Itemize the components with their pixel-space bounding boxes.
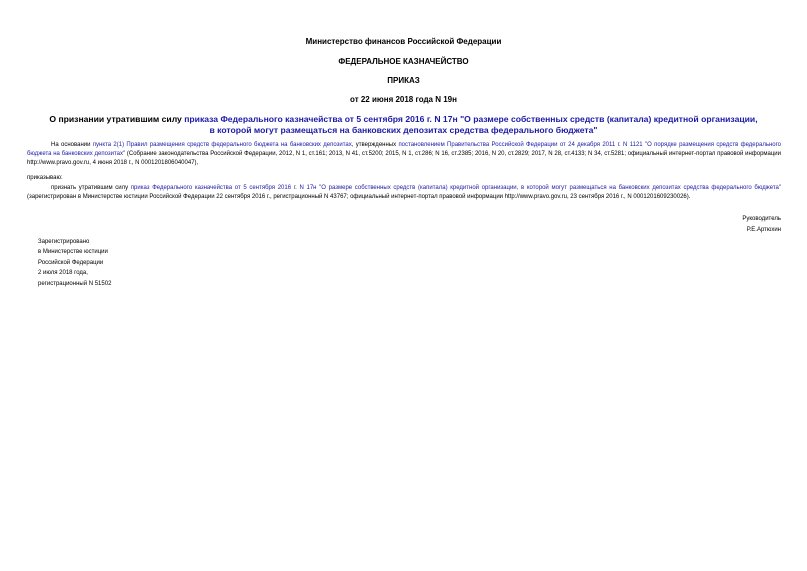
doc-type-heading: ПРИКАЗ xyxy=(387,76,420,85)
p2-link-order[interactable]: приказ Федерального казначейства от 5 сентября 2016 г. N 17н "О размере собственных средств (капитала) кредитной организации, в которой могут размещаться на банковских депозитах средства федерального бюджета" xyxy=(130,185,781,191)
registration-block xyxy=(38,237,111,289)
title-link-line1[interactable]: приказа Федерального казначейства от 5 сентября 2016 г. N 17н "О размере собственных средств (капитала) кредитной организации, xyxy=(184,114,758,124)
registration-line: Зарегистрировано xyxy=(38,239,90,245)
signature-name: Р.Е.Артюхин xyxy=(746,227,781,233)
paragraph-basis xyxy=(27,141,781,169)
date-number-heading: от 22 июня 2018 года N 19н xyxy=(350,95,457,104)
p2-end: (зарегистрирован в Министерстве юстиции Российской Федерации 22 сентября 2016 г., регистрационный N 43767; официальный интернет-портал правовой информации http://www.pravo.gov.ru, 23 сентября 2016 г., N 0001201609230026). xyxy=(27,194,691,201)
p2-start: признать утратившим силу xyxy=(51,185,131,191)
registration-line: 2 июля 2018 года, xyxy=(38,270,88,277)
agency-heading: ФЕДЕРАЛЬНОЕ КАЗНАЧЕЙСТВО xyxy=(338,57,469,66)
p1-link-resolution[interactable]: постановлением Правительства Российской Федерации от 24 декабря 2011 г. N 1121 "О порядке размещения средств федерального бюджета на банковских депозитах" xyxy=(27,142,781,158)
p1-link-rules[interactable]: пункта 2(1) Правил размещения средств федерального бюджета на банковских депозитах xyxy=(92,142,352,148)
paragraph-order xyxy=(27,184,781,202)
registration-line: Российской Федерации xyxy=(38,259,104,266)
p1-mid: , утвержденных xyxy=(351,142,399,148)
signature-position: Руководитель xyxy=(742,216,781,222)
registration-line: в Министерстве юстиции xyxy=(38,249,108,256)
title-prefix: О признании утратившим силу xyxy=(49,114,185,124)
ministry-heading: Министерство финансов Российской Федерации xyxy=(305,37,502,46)
p1-end: (Собрание законодательства Российской Федерации, 2012, N 1, ст.161; 2013, N 41, ст.5200; 2015, N 1, ст.286; N 16, ст.2385; 2016, N 20, ст.2829; 2017, N 28, ст.4133; N 34, ст.5281; официальный интернет-портал правовой информации http://www.pravo.gov.ru, 4 июня 2018 г., N 0001201806040047), xyxy=(27,151,782,167)
p1-start: На основании xyxy=(51,142,93,148)
order-word: приказываю: xyxy=(27,175,63,181)
title-link-line2[interactable]: в которой могут размещаться на банковских депозитах средства федерального бюджета" xyxy=(209,125,598,135)
document-title xyxy=(30,114,777,136)
registration-line: регистрационный N 51502 xyxy=(38,280,112,287)
